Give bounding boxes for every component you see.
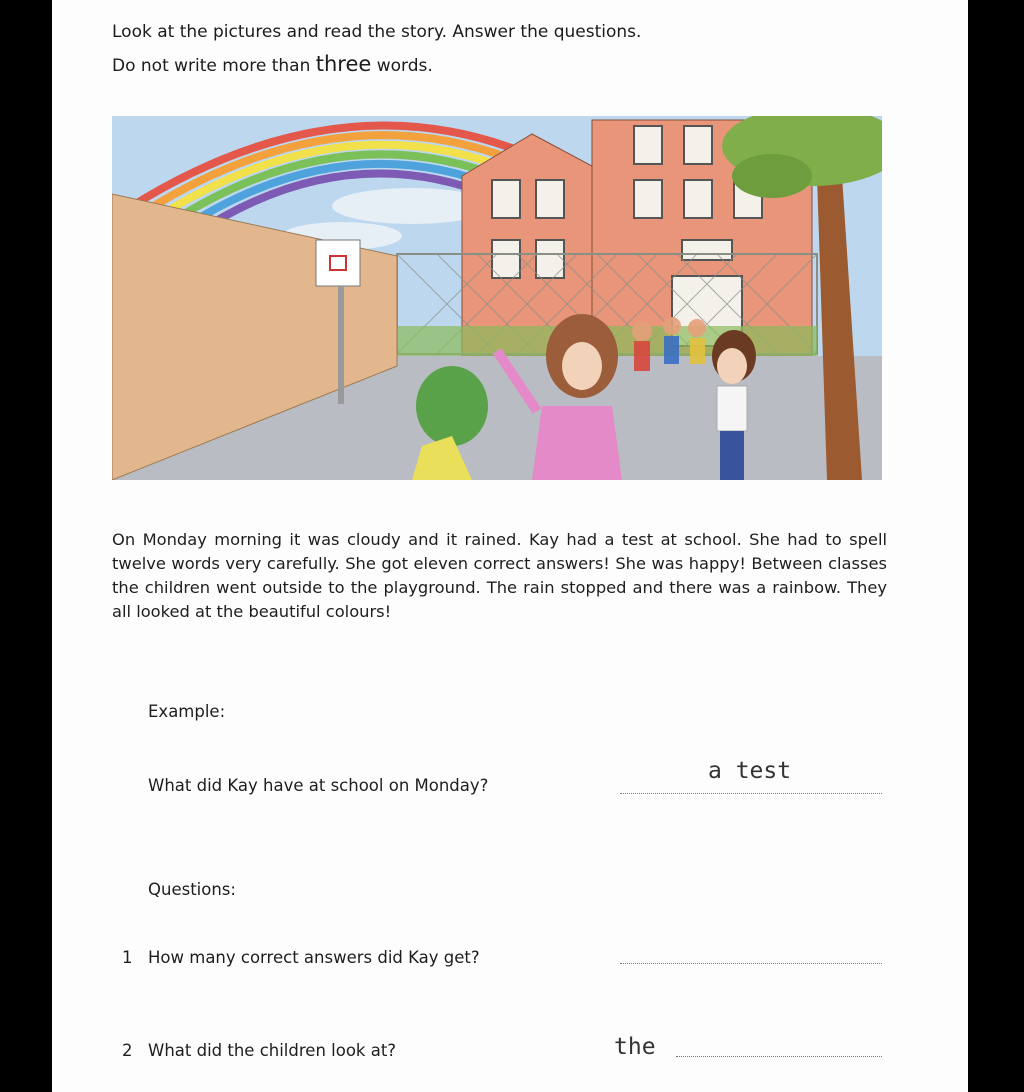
question-1-number: 1 [122, 948, 133, 967]
question-1-text: How many correct answers did Kay get? [148, 948, 480, 967]
question-2-prefix: the [614, 1034, 656, 1060]
questions-label: Questions: [148, 880, 236, 899]
instruction-prefix: Do not write more than [112, 56, 311, 76]
worksheet-page [52, 0, 968, 1092]
story-paragraph: On Monday morning it was cloudy and it rained. Kay had a test at school. She had to spell twelve words very carefully. She got eleven correct answers! She was happy! Between classes the children went outside to the playground. The rain stopped and there was a rainbow. They all looked at the beautiful colours! [112, 530, 887, 621]
question-1-answer-line[interactable] [620, 963, 882, 964]
basketball-board [316, 240, 360, 286]
instruction-line-1: Look at the pictures and read the story. Answer the questions. [112, 22, 642, 42]
example-question: What did Kay have at school on Monday? [148, 776, 489, 795]
group-of-children [632, 317, 706, 371]
question-2-answer-line[interactable] [676, 1056, 882, 1057]
instruction-line-2 [112, 52, 433, 76]
story-illustration [112, 116, 882, 480]
question-2-text: What did the children look at? [148, 1041, 397, 1060]
example-answer: a test [708, 758, 792, 784]
instruction-suffix: words. [376, 56, 433, 76]
instruction-emphasis: three [315, 52, 372, 76]
question-2-number: 2 [122, 1041, 133, 1060]
example-label: Example: [148, 702, 226, 721]
example-answer-line [620, 793, 882, 794]
basketball-pole [338, 286, 344, 404]
